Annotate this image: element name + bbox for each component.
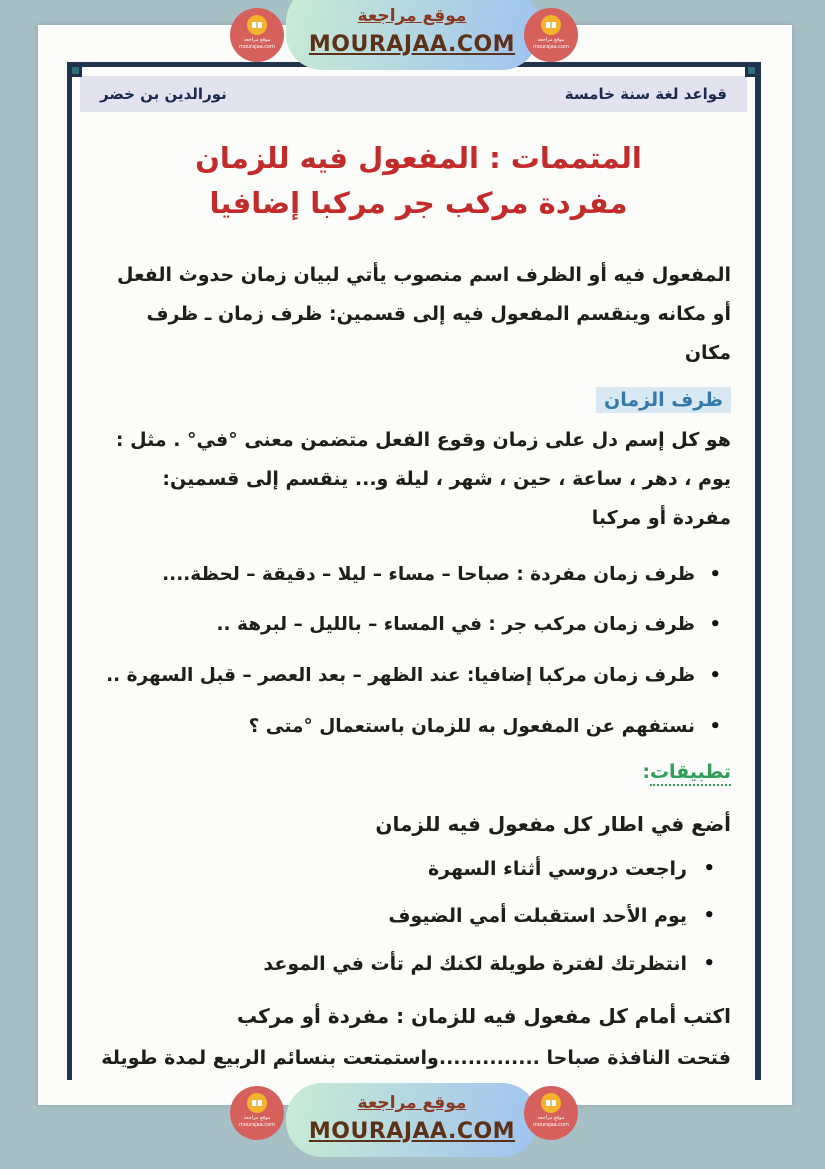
document-page [38,25,792,1105]
document-content [72,136,755,1080]
fill-line: فتحت النافذة صباحا ..............واستمتعت بنسائم الربيع لمدة طويلة [101,1047,731,1069]
list-item: • يوم الأحد استقبلت أمي الضيوف [106,902,731,931]
book-icon [541,15,561,35]
lesson-title-line2: مفردة مركب جر مركبا إضافيا [209,185,628,220]
site-badge [230,1086,284,1140]
badge-text-en: mourajaa.com [238,43,275,50]
book-icon [247,1093,267,1113]
badge-text-ar: موقع مراجعة [243,37,271,43]
book-icon [541,1093,561,1113]
time-adverb-definition: هو كل إسم دل على زمان وقوع الفعل متضمن معنى °في° . مثل : يوم ، دهر ، ساعة ، حين ، شهر ، ليلة و... ينقسم إلى قسمين: مفردة أو مركبا [115,428,731,529]
site-banner-top [286,0,538,70]
badge-text-ar: موقع مراجعة [537,1115,565,1121]
site-badge [524,8,578,62]
list-item: • نستفهم عن المفعول به للزمان باستعمال °متى ؟ [106,713,731,741]
section-heading-time-adverb: ظرف الزمان [596,387,731,413]
badge-text-en: mourajaa.com [532,43,569,50]
list-item: • ظرف زمان مركب جر : في المساء – بالليل – لبرهة .. [106,611,731,639]
list-item: • راجعت دروسي أثناء السهرة [106,855,731,884]
site-name-link[interactable]: موقع مراجعة [357,1093,467,1113]
badge-text-ar: موقع مراجعة [243,1115,271,1121]
intro-paragraph: المفعول فيه أو الظرف اسم منصوب يأتي لبيان زمان حدوث الفعل أو مكانه وينقسم المفعول فيه إلى قسمين: ظرف زمان ـ ظرف مكان [116,263,731,364]
section-heading-applications: تطبيقات [650,761,731,786]
heading-colon: : [642,760,650,783]
site-badge [524,1086,578,1140]
site-name-link[interactable]: موقع مراجعة [357,6,467,26]
exercise-1-sentences [106,855,731,979]
header-subject: قواعد لغة سنة خامسة [564,85,727,103]
time-adverb-types-list [106,561,731,741]
site-url-link[interactable]: MOURAJAA.COM [308,1118,516,1144]
site-badge [230,8,284,62]
lesson-title [106,136,731,226]
list-item: • انتظرتك لفترة طويلة لكنك لم تأت في الموعد [106,950,731,979]
document-header-bar [80,76,747,112]
header-author: نورالدين بن خضر [100,85,227,103]
frame-corner-ornament [745,62,761,77]
badge-text-en: mourajaa.com [238,1121,275,1128]
site-url-link[interactable]: MOURAJAA.COM [308,31,516,57]
document-frame [67,62,761,1080]
site-banner-bottom [286,1083,538,1157]
badge-text-en: mourajaa.com [532,1121,569,1128]
exercise-2-instruction: اكتب أمام كل مفعول فيه للزمان : مفردة أو مركب [236,1004,731,1028]
exercise-1-instruction: أضع في اطار كل مفعول فيه للزمان [375,811,731,836]
lesson-title-line1: المتممات : المفعول فيه للزمان [195,141,642,175]
frame-corner-ornament [67,62,82,77]
book-icon [247,15,267,35]
exercise-2-fill-text [101,1038,731,1080]
list-item: • ظرف زمان مفردة : صباحا – مساء – ليلا – دقيقة – لحظة.... [106,561,731,589]
list-item: • ظرف زمان مركبا إضافيا: عند الظهر – بعد العصر – قبل السهرة .. [106,662,731,690]
badge-text-ar: موقع مراجعة [537,37,565,43]
